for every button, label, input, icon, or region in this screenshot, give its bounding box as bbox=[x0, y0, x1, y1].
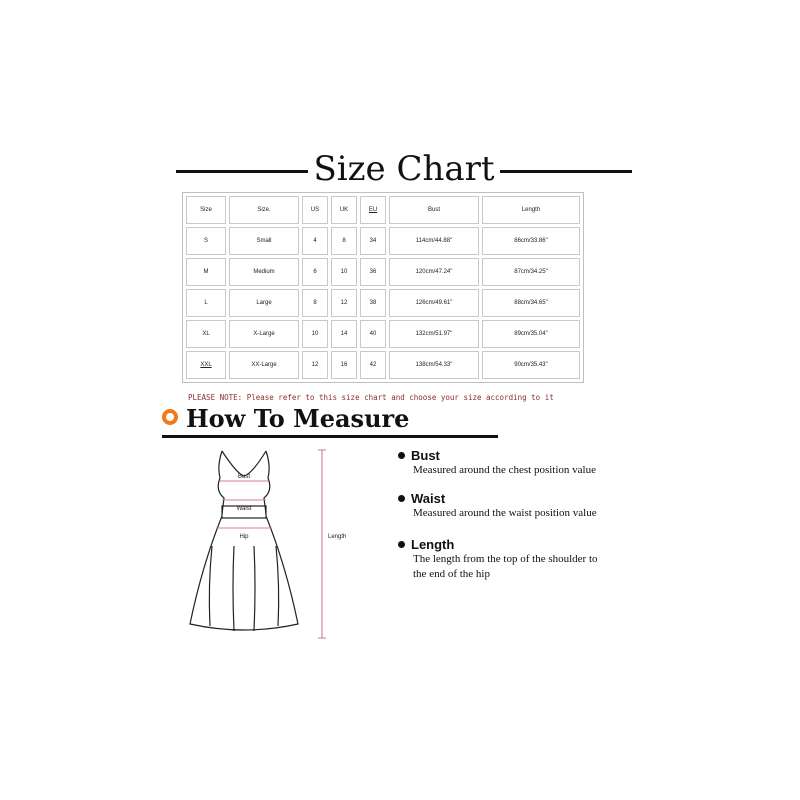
measure-item-name: Bust bbox=[411, 448, 440, 463]
table-row bbox=[186, 227, 580, 255]
table-cell: 16 bbox=[331, 351, 357, 379]
how-to-measure-header bbox=[162, 404, 498, 438]
table-cell: 10 bbox=[302, 320, 328, 348]
table-cell: 42 bbox=[360, 351, 386, 379]
table-cell: 87cm/34.25" bbox=[482, 258, 580, 286]
table-cell: XL bbox=[186, 320, 226, 348]
size-note: PLEASE NOTE: Please refer to this size chart and choose your size according to it bbox=[188, 393, 554, 402]
measure-item-heading bbox=[398, 491, 597, 506]
table-cell: 89cm/35.04" bbox=[482, 320, 580, 348]
section-rule bbox=[162, 435, 498, 438]
table-row bbox=[186, 289, 580, 317]
measure-item-desc: Measured around the waist position value bbox=[413, 507, 597, 519]
table-cell: Small bbox=[229, 227, 299, 255]
table-cell: 90cm/35.43" bbox=[482, 351, 580, 379]
bullet-icon bbox=[398, 541, 405, 548]
header-cell: Bust bbox=[389, 196, 479, 224]
table-cell: Large bbox=[229, 289, 299, 317]
table-cell: Medium bbox=[229, 258, 299, 286]
measure-item-desc: The length from the top of the shoulder to bbox=[413, 553, 598, 565]
measure-item-desc: Measured around the chest position value bbox=[413, 464, 596, 476]
table-cell: 14 bbox=[331, 320, 357, 348]
table-cell: 8 bbox=[302, 289, 328, 317]
table-cell: 12 bbox=[331, 289, 357, 317]
section-title: How To Measure bbox=[186, 404, 410, 433]
table-cell: S bbox=[186, 227, 226, 255]
length-label: Length bbox=[328, 534, 347, 540]
table-cell: L bbox=[186, 289, 226, 317]
measure-item-waist bbox=[398, 491, 597, 521]
table-row bbox=[186, 320, 580, 348]
measure-item-bust bbox=[398, 448, 596, 478]
table-cell: 114cm/44.88" bbox=[389, 227, 479, 255]
header-cell: Length bbox=[482, 196, 580, 224]
orange-circle-icon bbox=[162, 409, 178, 425]
measure-item-desc: the end of the hip bbox=[413, 568, 490, 580]
table-cell: M bbox=[186, 258, 226, 286]
header-cell: US bbox=[302, 196, 328, 224]
bullet-icon bbox=[398, 452, 405, 459]
table-header-row bbox=[186, 196, 580, 224]
table-cell: 38 bbox=[360, 289, 386, 317]
table-cell: XXL bbox=[186, 351, 226, 379]
table-cell: 86cm/33.86" bbox=[482, 227, 580, 255]
size-table bbox=[182, 192, 584, 383]
header-cell: UK bbox=[331, 196, 357, 224]
table-cell: 4 bbox=[302, 227, 328, 255]
table-cell: 34 bbox=[360, 227, 386, 255]
table-cell: XX-Large bbox=[229, 351, 299, 379]
hip-label: Hip bbox=[239, 534, 249, 540]
table-row bbox=[186, 351, 580, 379]
measure-item-heading bbox=[398, 448, 596, 463]
title-rule-right bbox=[500, 170, 632, 173]
measure-item-name: Waist bbox=[411, 491, 446, 506]
table-cell: 12 bbox=[302, 351, 328, 379]
dress-diagram bbox=[182, 446, 352, 646]
header-cell: Size. bbox=[229, 196, 299, 224]
table-cell: 8 bbox=[331, 227, 357, 255]
table-cell: 10 bbox=[331, 258, 357, 286]
waist-label: Waist bbox=[236, 506, 252, 512]
measure-item-length bbox=[398, 537, 598, 582]
table-cell: 126cm/49.61" bbox=[389, 289, 479, 317]
table-cell: X-Large bbox=[229, 320, 299, 348]
table-cell: 138cm/54.33" bbox=[389, 351, 479, 379]
measure-item-heading bbox=[398, 537, 598, 552]
table-cell: 132cm/51.97" bbox=[389, 320, 479, 348]
bullet-icon bbox=[398, 495, 405, 502]
table-cell: 36 bbox=[360, 258, 386, 286]
header-cell: Size bbox=[186, 196, 226, 224]
measure-item-name: Length bbox=[411, 537, 455, 552]
page-title: Size Chart bbox=[313, 149, 495, 189]
size-chart-header bbox=[176, 148, 632, 190]
table-row bbox=[186, 258, 580, 286]
bust-label: Bust bbox=[237, 474, 251, 480]
header-cell: EU bbox=[360, 196, 386, 224]
table-cell: 88cm/34.65" bbox=[482, 289, 580, 317]
table-cell: 120cm/47.24" bbox=[389, 258, 479, 286]
table-cell: 40 bbox=[360, 320, 386, 348]
table-cell: 6 bbox=[302, 258, 328, 286]
